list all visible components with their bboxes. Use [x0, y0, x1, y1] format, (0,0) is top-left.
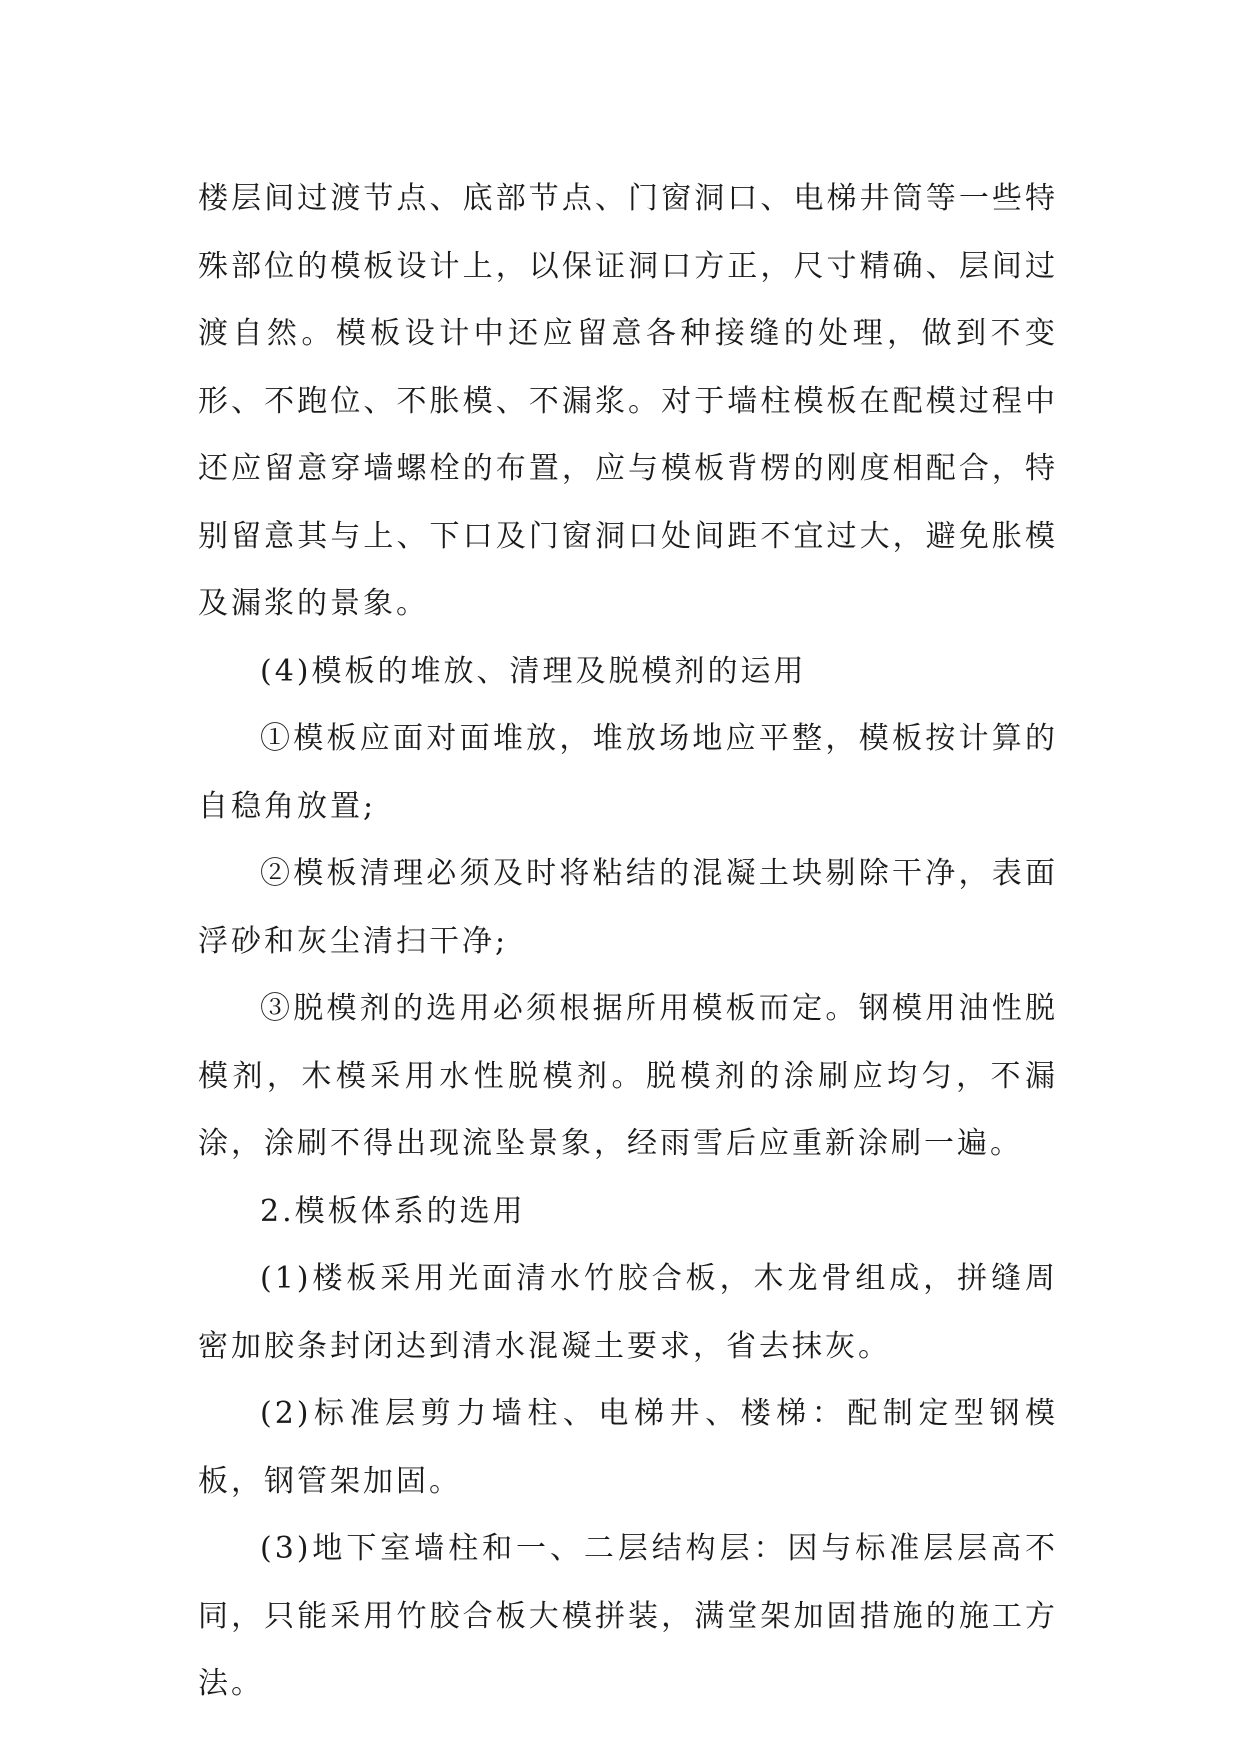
- paragraph-4: ②模板清理必须及时将粘结的混凝土块剔除干净，表面浮砂和灰尘清扫干净;: [198, 856, 1058, 959]
- paragraph-3: ①模板应面对面堆放，堆放场地应平整，模板按计算的自稳角放置;: [198, 721, 1058, 824]
- paragraph-2: (4)模板的堆放、清理及脱模剂的运用: [260, 653, 807, 689]
- paragraph-5: ③脱模剂的选用必须根据所用模板而定。钢模用油性脱模剂，木模采用水性脱模剂。脱模剂的涂刷应均匀，不漏涂，涂刷不得出现流坠景象，经雨雪后应重新涂刷一遍。: [198, 991, 1058, 1161]
- paragraph-7: (1)楼板采用光面清水竹胶合板，木龙骨组成，拼缝周密加胶条封闭达到清水混凝土要求，省去抹灰。: [198, 1261, 1058, 1364]
- paragraph-8: (2)标准层剪力墙柱、电梯井、楼梯：配制定型钢模板，钢管架加固。: [198, 1396, 1058, 1499]
- section-heading: 2.模板体系的选用: [260, 1193, 526, 1229]
- paragraph-1: 楼层间过渡节点、底部节点、门窗洞口、电梯井筒等一些特殊部位的模板设计上，以保证洞口方正，尺寸精确、层间过渡自然。模板设计中还应留意各种接缝的处理，做到不变形、不跑位、不胀模、不漏浆。对于墙柱模板在配模过程中还应留意穿墙螺栓的布置，应与模板背楞的刚度相配合，特别留意其与上、下口及门窗洞口处间距不宜过大，避免胀模及漏浆的景象。: [198, 181, 1058, 621]
- paragraph-9: (3)地下室墙柱和一、二层结构层：因与标准层层高不同，只能采用竹胶合板大模拼装，满堂架加固措施的施工方法。: [198, 1531, 1058, 1701]
- body-text: [198, 165, 1058, 1718]
